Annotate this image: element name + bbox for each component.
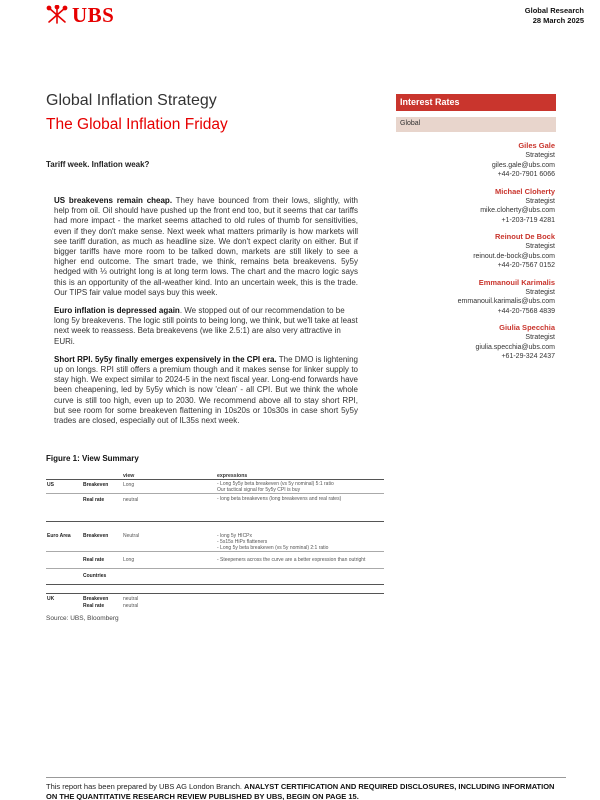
row-type: Breakeven xyxy=(83,596,109,602)
row-view: Neutral xyxy=(123,533,140,539)
analyst-card xyxy=(385,140,555,180)
document-subtitle: The Global Inflation Friday xyxy=(46,116,228,133)
analyst-list xyxy=(385,140,555,368)
analyst-phone: +44-20-7901 6066 xyxy=(497,171,555,178)
expression-line: - long beta breakevens (long breakevens and real rates) xyxy=(217,496,342,502)
column-header-view: view xyxy=(123,473,135,479)
topic-bar: Interest Rates xyxy=(396,94,556,111)
main-body xyxy=(54,196,358,434)
table-row xyxy=(46,569,384,585)
row-type: Real rate xyxy=(83,603,105,609)
region-label: US xyxy=(47,482,54,488)
row-expressions xyxy=(217,557,365,563)
footer-plain: This report has been prepared by UBS AG London Branch. xyxy=(46,782,245,791)
expression-line: - Long 5y beta breakeven (vs 5y nominal) 2:1 ratio xyxy=(217,545,329,551)
table-row xyxy=(46,494,384,522)
analyst-role: Strategist xyxy=(525,243,555,250)
row-view: Long xyxy=(123,557,135,563)
table-group-us xyxy=(46,480,384,522)
analyst-card xyxy=(385,186,555,226)
analyst-phone: +44-20-7567 0152 xyxy=(497,262,555,269)
analyst-name: Giulia Specchia xyxy=(499,323,555,332)
document-title: Global Inflation Strategy xyxy=(46,92,217,109)
analyst-email[interactable]: giulia.specchia@ubs.com xyxy=(475,343,555,351)
paragraph-body: . We stopped out of our recommendation to be long 5y breakevens. The logic still points to being long, we think, but we'll take at least next week to reassess. Beta breakevens (we like 2.5:1) are also very attractive in EURi. xyxy=(54,306,358,346)
paragraph-lead: Short RPI. 5y5y finally emerges expensively in the CPI era. xyxy=(54,354,277,364)
row-type: Breakeven xyxy=(83,533,109,539)
paragraph-body: They have bounced from their lows, slightly, with help from oil. Oil should have pushed up the front end too, but it seems that car tariffs had more impact - the market seems attached to old rules of thumb for sensitivities, even if they don't make sense. Next week what matters primarily is how markets will see tariff duration, as much as headline size. We don't expect clarity on either. But if bigger tariffs have more room to be talked down, markets are still likely to see a higher end outcome. The smart trade, we think, remains beta breakevens. 5y5y hedged with ⅓ outright long is at long term lows. The chart and the macro logic says this is an opportunity of the all-weather kind. Into an uncertain week, this is the trade. Our TIPS fair value model says buy this week. xyxy=(54,196,359,297)
row-type: Breakeven xyxy=(83,482,109,488)
expression-line: Our tactical signal for 5y5y CPI is buy xyxy=(217,487,301,493)
region-bar: Global xyxy=(396,117,556,132)
ubs-keys-icon xyxy=(46,5,68,25)
figure-title: Figure 1: View Summary xyxy=(46,454,139,463)
paragraph-uk xyxy=(54,355,358,426)
table-row xyxy=(46,480,384,494)
tagline: Tariff week. Inflation weak? xyxy=(46,160,150,169)
table-row xyxy=(46,602,384,610)
analyst-phone: +1-203-719 4281 xyxy=(501,216,555,224)
paragraph-lead: Euro inflation is depressed again xyxy=(54,306,180,316)
row-expressions xyxy=(217,533,328,551)
table-row xyxy=(46,552,384,569)
row-view: neutral xyxy=(123,497,139,503)
row-expressions xyxy=(217,481,334,493)
region-label: Euro Area xyxy=(47,533,71,539)
analyst-role: Strategist xyxy=(525,197,555,205)
analyst-email[interactable]: reinout.de-bock@ubs.com xyxy=(473,252,555,260)
paragraph-body: The DMO is lightening up on longs. RPI still offers a premium though and it makes sense for linker supply to stay high. We expect similar to 2024-5 in the next fiscal year. Long-end forwards have been cheapening, led by 5y5y which is now 'clean' - all CPI. But we think the whole curve is still too high, even up to 2030. We recommend above all to stay short RPI, but see room for some breakeven flattening in 10s20s or 10s30s in case short 5y5y trades are closed, especially out of IL35s next week. xyxy=(54,354,358,426)
row-view: Long xyxy=(123,482,135,488)
row-view: neutral xyxy=(123,603,139,609)
row-expressions xyxy=(217,496,341,502)
expression-line: - 5s15s HiPx flatteners xyxy=(217,539,268,545)
analyst-phone: +44-20-7568 4839 xyxy=(497,307,555,315)
table-group-euro-area xyxy=(46,522,384,585)
analyst-role: Strategist xyxy=(525,334,555,341)
column-header-expressions: expressions xyxy=(217,473,248,479)
brand-name: UBS xyxy=(72,2,115,27)
table-row xyxy=(46,522,384,552)
analyst-card xyxy=(385,231,555,271)
analyst-phone: +61-29-324 2437 xyxy=(501,353,555,360)
paragraph-euro xyxy=(54,306,358,347)
analyst-role: Strategist xyxy=(525,288,555,296)
footer-disclosure-link: ANALYST CERTIFICATION AND REQUIRED DISCLOSURES, INCLUDING INFORMATION ON THE QUANTITATIVE RESEARCH REVIEW PUBLISHED BY UBS, BEGIN ON PAGE 15. xyxy=(46,782,555,800)
table-group-uk xyxy=(46,593,384,615)
analyst-email[interactable]: emmanouil.karimalis@ubs.com xyxy=(457,298,555,305)
analyst-email[interactable]: mike.cloherty@ubs.com xyxy=(480,207,555,214)
expression-line: - Long 5y5y beta breakeven (vs 5y nominal) 5:1 ratio xyxy=(217,481,334,487)
report-header xyxy=(525,6,584,26)
analyst-card xyxy=(385,277,555,317)
expression-line: - Steepeners across the curve are a better expression than outright xyxy=(217,557,366,563)
figure-source: Source: UBS, Bloomberg xyxy=(46,615,119,622)
analyst-name: Giles Gale xyxy=(518,141,555,150)
view-summary-table xyxy=(46,470,384,615)
analyst-email[interactable]: giles.gale@ubs.com xyxy=(491,161,555,169)
table-row xyxy=(46,594,384,602)
report-date: 28 March 2025 xyxy=(532,16,584,25)
row-type: Real rate xyxy=(83,557,105,563)
disclosure-footer xyxy=(46,777,566,800)
expression-line: - long 5y HICPx xyxy=(217,533,253,539)
analyst-card xyxy=(385,322,555,362)
paragraph-lead: US breakevens remain cheap. xyxy=(54,196,173,205)
analyst-role: Strategist xyxy=(525,152,555,159)
analyst-name: Reinout De Bock xyxy=(494,232,555,241)
table-header xyxy=(46,470,384,480)
analyst-name: Emmanouil Karimalis xyxy=(478,277,555,287)
paragraph-us xyxy=(54,196,358,298)
row-type: Countries xyxy=(83,573,107,579)
row-type: Real rate xyxy=(83,497,105,503)
division-label: Global Research xyxy=(524,6,584,15)
row-view: neutral xyxy=(123,596,139,602)
ubs-logo xyxy=(46,4,114,26)
region-label: UK xyxy=(47,596,55,602)
analyst-name: Michael Cloherty xyxy=(494,186,555,196)
